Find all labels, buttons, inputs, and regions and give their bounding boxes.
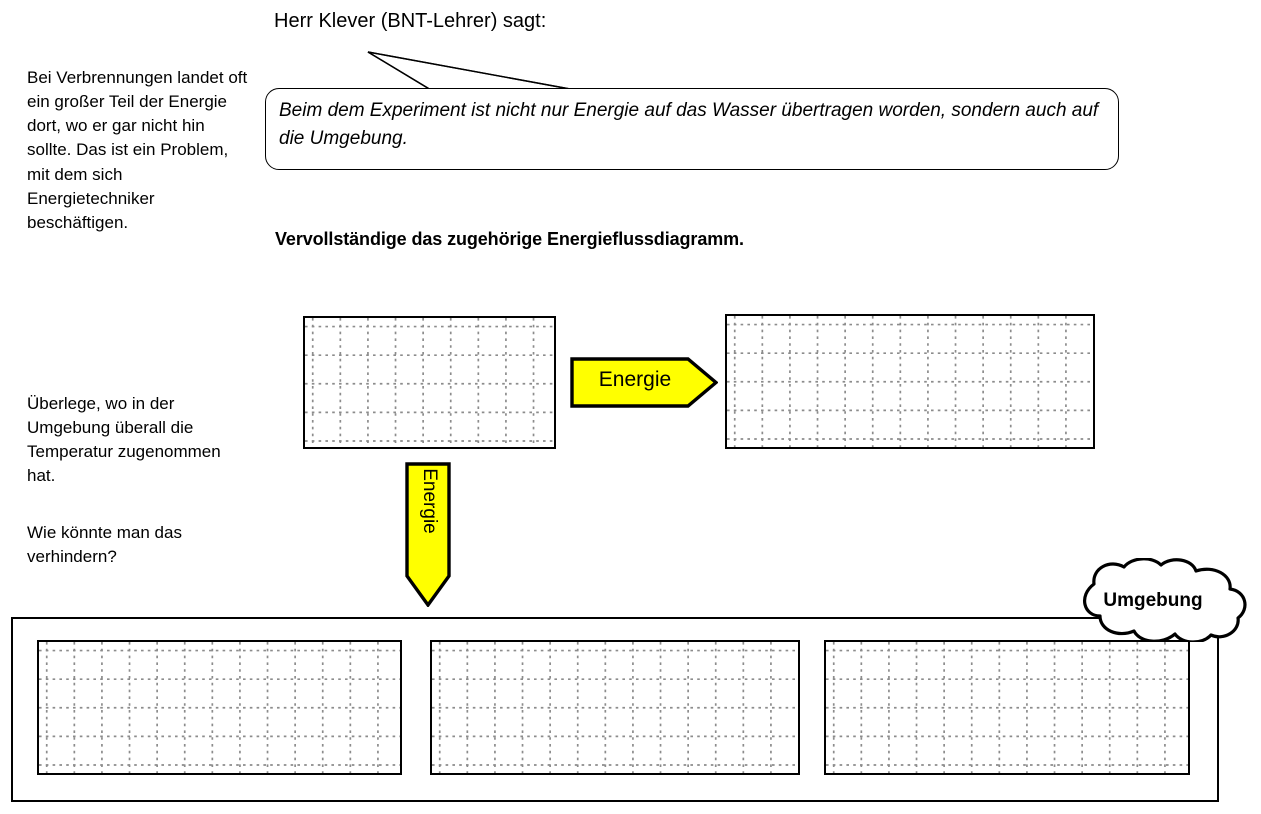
energy-arrow-down-icon [404, 462, 452, 607]
energy-box-environment-2[interactable] [430, 640, 800, 775]
question-prompt: Wie könnte man das verhindern? [27, 523, 182, 567]
task-heading: Vervollständige das zugehörige Energieflussdiagramm. [275, 229, 744, 249]
energy-arrow-right-label: Energie [598, 368, 672, 391]
grid-lines [432, 642, 798, 773]
energy-arrow-right-icon [570, 356, 718, 409]
energy-arrow-down-label: Energie [419, 468, 440, 534]
energy-box-target[interactable] [725, 314, 1095, 449]
grid-lines [727, 316, 1093, 447]
grid-lines [826, 642, 1188, 773]
energy-box-environment-1[interactable] [37, 640, 402, 775]
energy-box-environment-3[interactable] [824, 640, 1190, 775]
cloud-shape-icon [1048, 558, 1258, 642]
energy-box-source[interactable] [303, 316, 556, 449]
speech-bubble-text: Beim dem Experiment ist nicht nur Energie auf das Wasser übertragen worden, sondern auch auf die Umgebung. [279, 100, 1099, 149]
intro-paragraph: Bei Verbrennungen landet oft ein großer Teil der Energie dort, wo er gar nicht hin sollte. Das ist ein Problem, mit dem sich Energietechniker beschäftigen. [27, 68, 248, 232]
grid-lines [39, 642, 400, 773]
speech-bubble [265, 88, 1119, 170]
grid-lines [305, 318, 554, 447]
reflection-prompt: Überlege, wo in der Umgebung überall die Temperatur zugenommen hat. [27, 394, 221, 486]
cloud-label: Umgebung [1103, 590, 1203, 611]
speaker-label: Herr Klever (BNT-Lehrer) sagt: [274, 10, 547, 32]
